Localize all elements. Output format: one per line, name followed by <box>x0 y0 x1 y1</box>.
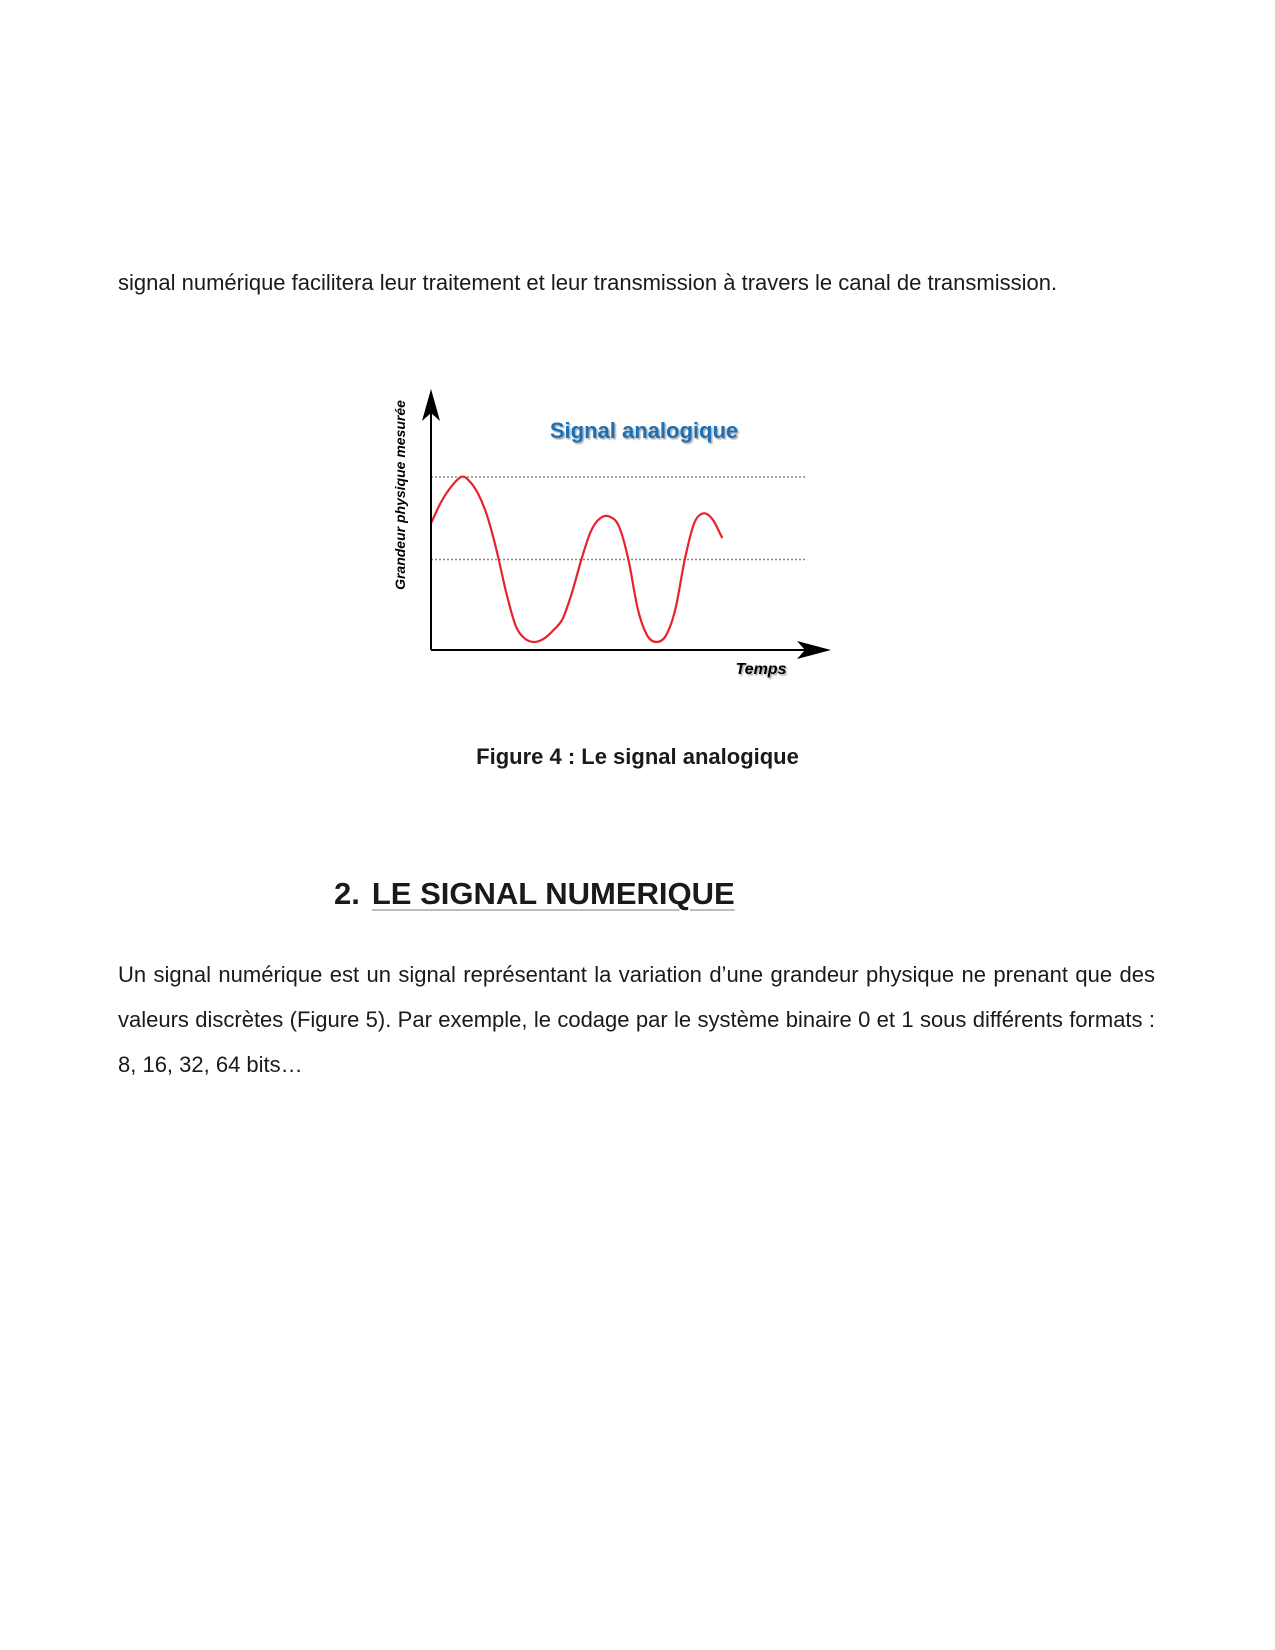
analog-signal-figure <box>392 385 885 720</box>
section-title: LE SIGNAL NUMERIQUE <box>371 876 735 911</box>
figure-caption: Figure 4 : Le signal analogique <box>476 744 799 769</box>
intro-paragraph: signal numérique facilitera leur traitement et leur transmission à travers le canal de transmission. <box>118 270 1058 295</box>
chart-title: Signal analogique <box>549 418 739 443</box>
digital-signal-paragraph: Un signal numérique est un signal représentant la variation d’une grandeur physique ne prenant que des valeurs discrètes (Figure 5). Par exemple, le codage par le système binaire 0 et 1 sous différents formats : 8, 16, 32, 64 bits… <box>118 962 1155 1077</box>
x-axis-label: Temps <box>735 661 787 678</box>
section-number: 2. <box>334 876 360 911</box>
section-heading <box>334 876 735 912</box>
analog-signal-chart <box>392 385 885 720</box>
y-axis-label: Grandeur physique mesurée <box>392 400 408 590</box>
